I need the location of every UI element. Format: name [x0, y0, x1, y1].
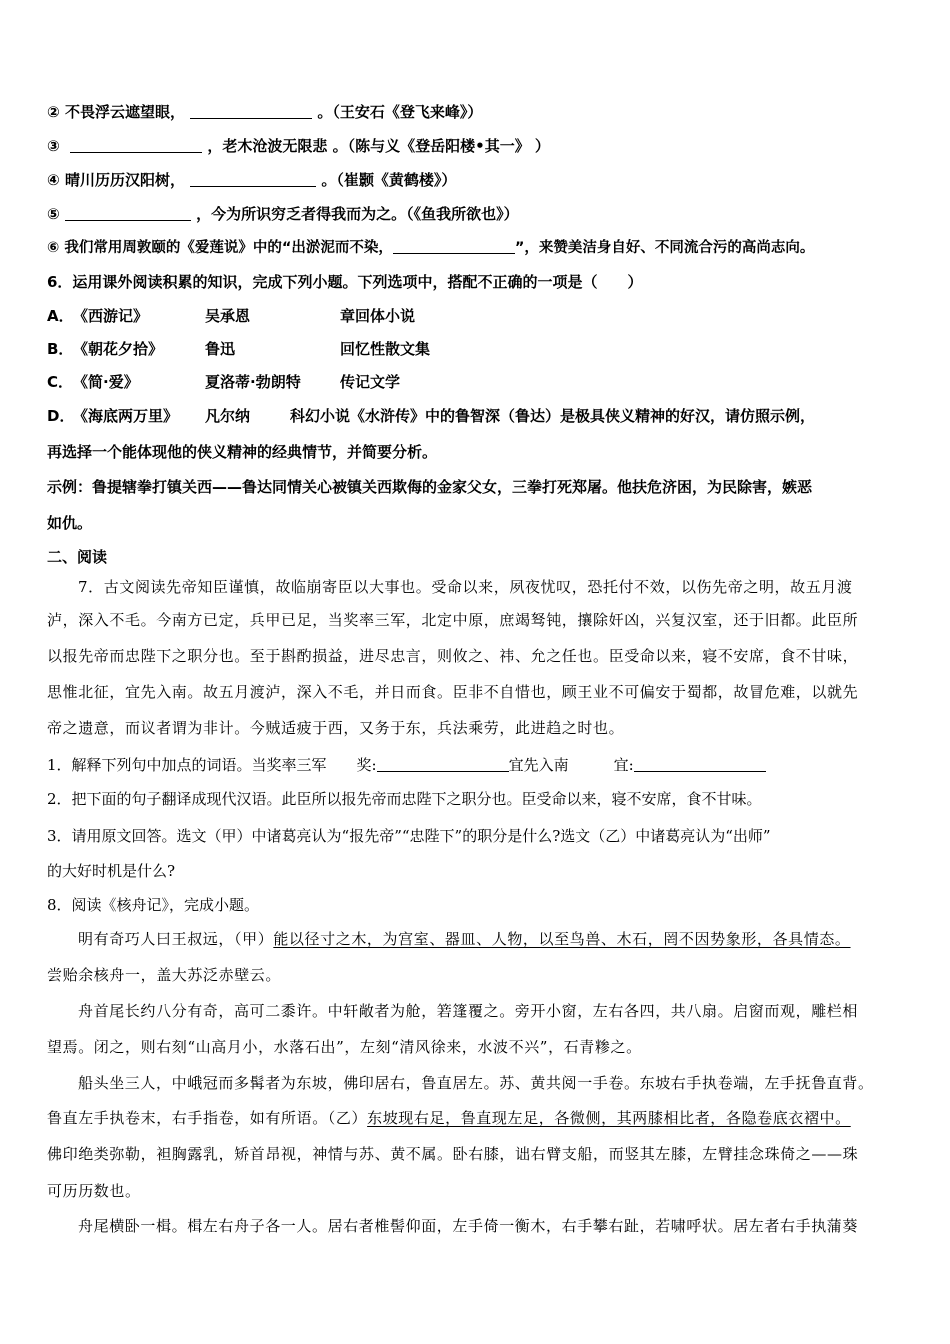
- q7-passage-line: 以报先帝而忠陛下之职分也。至于斟酌损益，进尽忠言，则攸之、祎、允之任也。臣受命以来，寝不安席，食不甘味，: [47, 647, 859, 665]
- q8-passage-line: 佛印绝类弥勒，袒胸露乳，矫首昂视，神情与苏、黄不属。卧右膝，诎右臂支船，而竖其左膝，左臂挂念珠倚之——珠: [47, 1145, 859, 1163]
- fill-in-line-5: [47, 203, 916, 225]
- answer-blank[interactable]: [190, 170, 316, 187]
- option-letter: D．: [47, 407, 75, 425]
- option-book: 《简·爱》: [73, 373, 139, 391]
- line-text: 明有奇巧人曰王叔远，（甲）: [78, 930, 274, 948]
- answer-blank[interactable]: [70, 136, 202, 153]
- line-text: ，老木沧波无限悲 。（陈与义《登岳阳楼•其一》 ）: [207, 137, 550, 155]
- line-text: 晴川历历汉阳树，: [64, 171, 185, 189]
- option-d[interactable]: [47, 405, 916, 427]
- option-genre: 回忆性散文集: [340, 340, 431, 358]
- fill-in-line-6: [47, 237, 916, 259]
- option-book: 《海底两万里》: [73, 407, 179, 425]
- underlined-sentence-yi: 东坡现右足，鲁直现左足，各微侧，其两膝相比者，各隐卷底衣褶中。: [367, 1109, 851, 1127]
- item-number: ②: [47, 103, 60, 121]
- answer-blank[interactable]: [377, 755, 509, 772]
- fill-in-line-4: [47, 169, 916, 191]
- item-number: ⑥: [47, 240, 60, 256]
- answer-blank[interactable]: [393, 237, 515, 254]
- option-author: 夏洛蒂·勃朗特: [205, 373, 301, 391]
- line-text: 。（王安石《登飞来峰》）: [317, 103, 483, 121]
- q8-passage-line: 望焉。闭之，则右刻“山高月小，水落石出”，左刻“清风徐来，水波不兴”，石青糁之。: [47, 1038, 642, 1056]
- line-text: 1．解释下列句中加点的词语。当奖率三军 奖:: [47, 756, 377, 774]
- item-number: ⑤: [47, 205, 60, 223]
- question-6-continuation: 再选择一个能体现他的侠义精神的经典情节，并简要分析。: [47, 443, 438, 461]
- q8-passage-line: 尝贻余核舟一，盖大苏泛赤壁云。: [47, 966, 282, 984]
- line-text: 宜先入南 宜:: [508, 756, 634, 774]
- item-number: ④: [47, 171, 60, 189]
- line-text: ，今为所识穷乏者得我而为之。（《鱼我所欲也》）: [196, 205, 519, 223]
- q8-passage-line: 舟尾横卧一楫。楫左右舟子各一人。居右者椎髻仰面，左手倚一衡木，右手攀右趾，若啸呼状。居左者右手执蒲葵: [78, 1217, 859, 1235]
- fill-in-line-3: [47, 135, 916, 157]
- q7-subquestion-3-cont: 的大好时机是什么?: [47, 862, 176, 880]
- q7-subquestion-2: 2．把下面的句子翻译成现代汉语。此臣所以报先帝而忠陛下之职分也。臣受命以来，寝不安席，食不甘味。: [47, 790, 762, 808]
- q7-subquestion-1: [47, 754, 916, 776]
- option-author: 凡尔纳: [205, 407, 251, 425]
- example-line-1: 示例：鲁提辖拳打镇关西——鲁达同情关心被镇关西欺侮的金家父女，三拳打死郑屠。他扶危济困，为民除害，嫉恶: [47, 478, 813, 496]
- answer-blank[interactable]: [65, 204, 191, 221]
- q8-passage-line: 船头坐三人，中峨冠而多髯者为东坡，佛印居右，鲁直居左。苏、黄共阅一手卷。东坡右手执卷端，左手抚鲁直背。: [78, 1074, 874, 1092]
- q7-passage-line: 泸，深入不毛。今南方已定，兵甲已足，当奖率三军，北定中原，庶竭驽钝，攘除奸凶，兴复汉室，还于旧都。此臣所: [47, 611, 859, 629]
- answer-blank[interactable]: [634, 755, 766, 772]
- option-book: 《西游记》: [73, 307, 149, 325]
- line-text: ”，来赞美洁身自好、不同流合污的高尚志向。: [514, 240, 815, 256]
- option-letter: B．: [47, 340, 74, 358]
- option-genre: 科幻小说《水浒传》中的鲁智深（鲁达）是极具侠义精神的好汉，请仿照示例，: [290, 407, 816, 425]
- underlined-sentence-jia: 能以径寸之木，为宫室、器皿、人物，以至鸟兽、木石，罔不因势象形，各具情态。: [273, 930, 851, 948]
- line-text: 我们常用周敦颐的《爱莲说》中的“出淤泥而不染，: [64, 240, 393, 256]
- option-genre: 章回体小说: [340, 307, 416, 325]
- option-b[interactable]: [47, 338, 916, 360]
- q7-passage-line: 帝之遗意，而议者谓为非计。今贼适疲于西，又务于东，兵法乘劳，此进趋之时也。: [47, 719, 625, 737]
- example-line-2: 如仇。: [47, 514, 93, 532]
- option-genre: 传记文学: [340, 373, 401, 391]
- q8-passage-line: [78, 928, 916, 950]
- q8-passage-line: 舟首尾长约八分有奇，高可二黍许。中轩敞者为舱，箬篷覆之。旁开小窗，左右各四，共八扇。启窗而观，雕栏相: [78, 1002, 859, 1020]
- q8-passage-line: 可历历数也。: [47, 1182, 141, 1200]
- item-number: ③: [47, 137, 60, 155]
- option-letter: A．: [47, 307, 74, 325]
- q7-subquestion-3: 3．请用原文回答。选文（甲）中诸葛亮认为“报先帝”“忠陛下”的职分是什么?选文（乙）中诸葛亮认为“出师”: [47, 827, 771, 845]
- line-text: 。（崔颢《黄鹤楼》）: [321, 171, 457, 189]
- option-c[interactable]: [47, 371, 916, 393]
- q7-passage-line: 7．古文阅读先帝知臣谨慎，故临崩寄臣以大事也。受命以来，夙夜忧叹，恐托付不效，以伤先帝之明，故五月渡: [78, 578, 853, 596]
- option-letter: C．: [47, 373, 74, 391]
- option-book: 《朝花夕拾》: [73, 340, 164, 358]
- option-a[interactable]: [47, 305, 916, 327]
- fill-in-line-2: [47, 101, 916, 123]
- q8-passage-line: [47, 1107, 916, 1129]
- question-8-stem: 8．阅读《核舟记》，完成小题。: [47, 896, 260, 914]
- q7-passage-line: 思惟北征，宜先入南。故五月渡泸，深入不毛，并日而食。臣非不自惜也，顾王业不可偏安于蜀都，故冒危难，以就先: [47, 683, 859, 701]
- question-6-stem: 6．运用课外阅读积累的知识，完成下列小题。下列选项中，搭配不正确的一项是（ ）: [47, 273, 643, 291]
- option-author: 鲁迅: [205, 340, 236, 358]
- answer-blank[interactable]: [190, 102, 312, 119]
- section-heading-reading: 二、阅读: [47, 548, 108, 566]
- line-text: 不畏浮云遮望眼，: [64, 103, 185, 121]
- line-text: 鲁直左手执卷末，右手指卷，如有所语。（乙）: [47, 1109, 368, 1127]
- option-author: 吴承恩: [205, 307, 251, 325]
